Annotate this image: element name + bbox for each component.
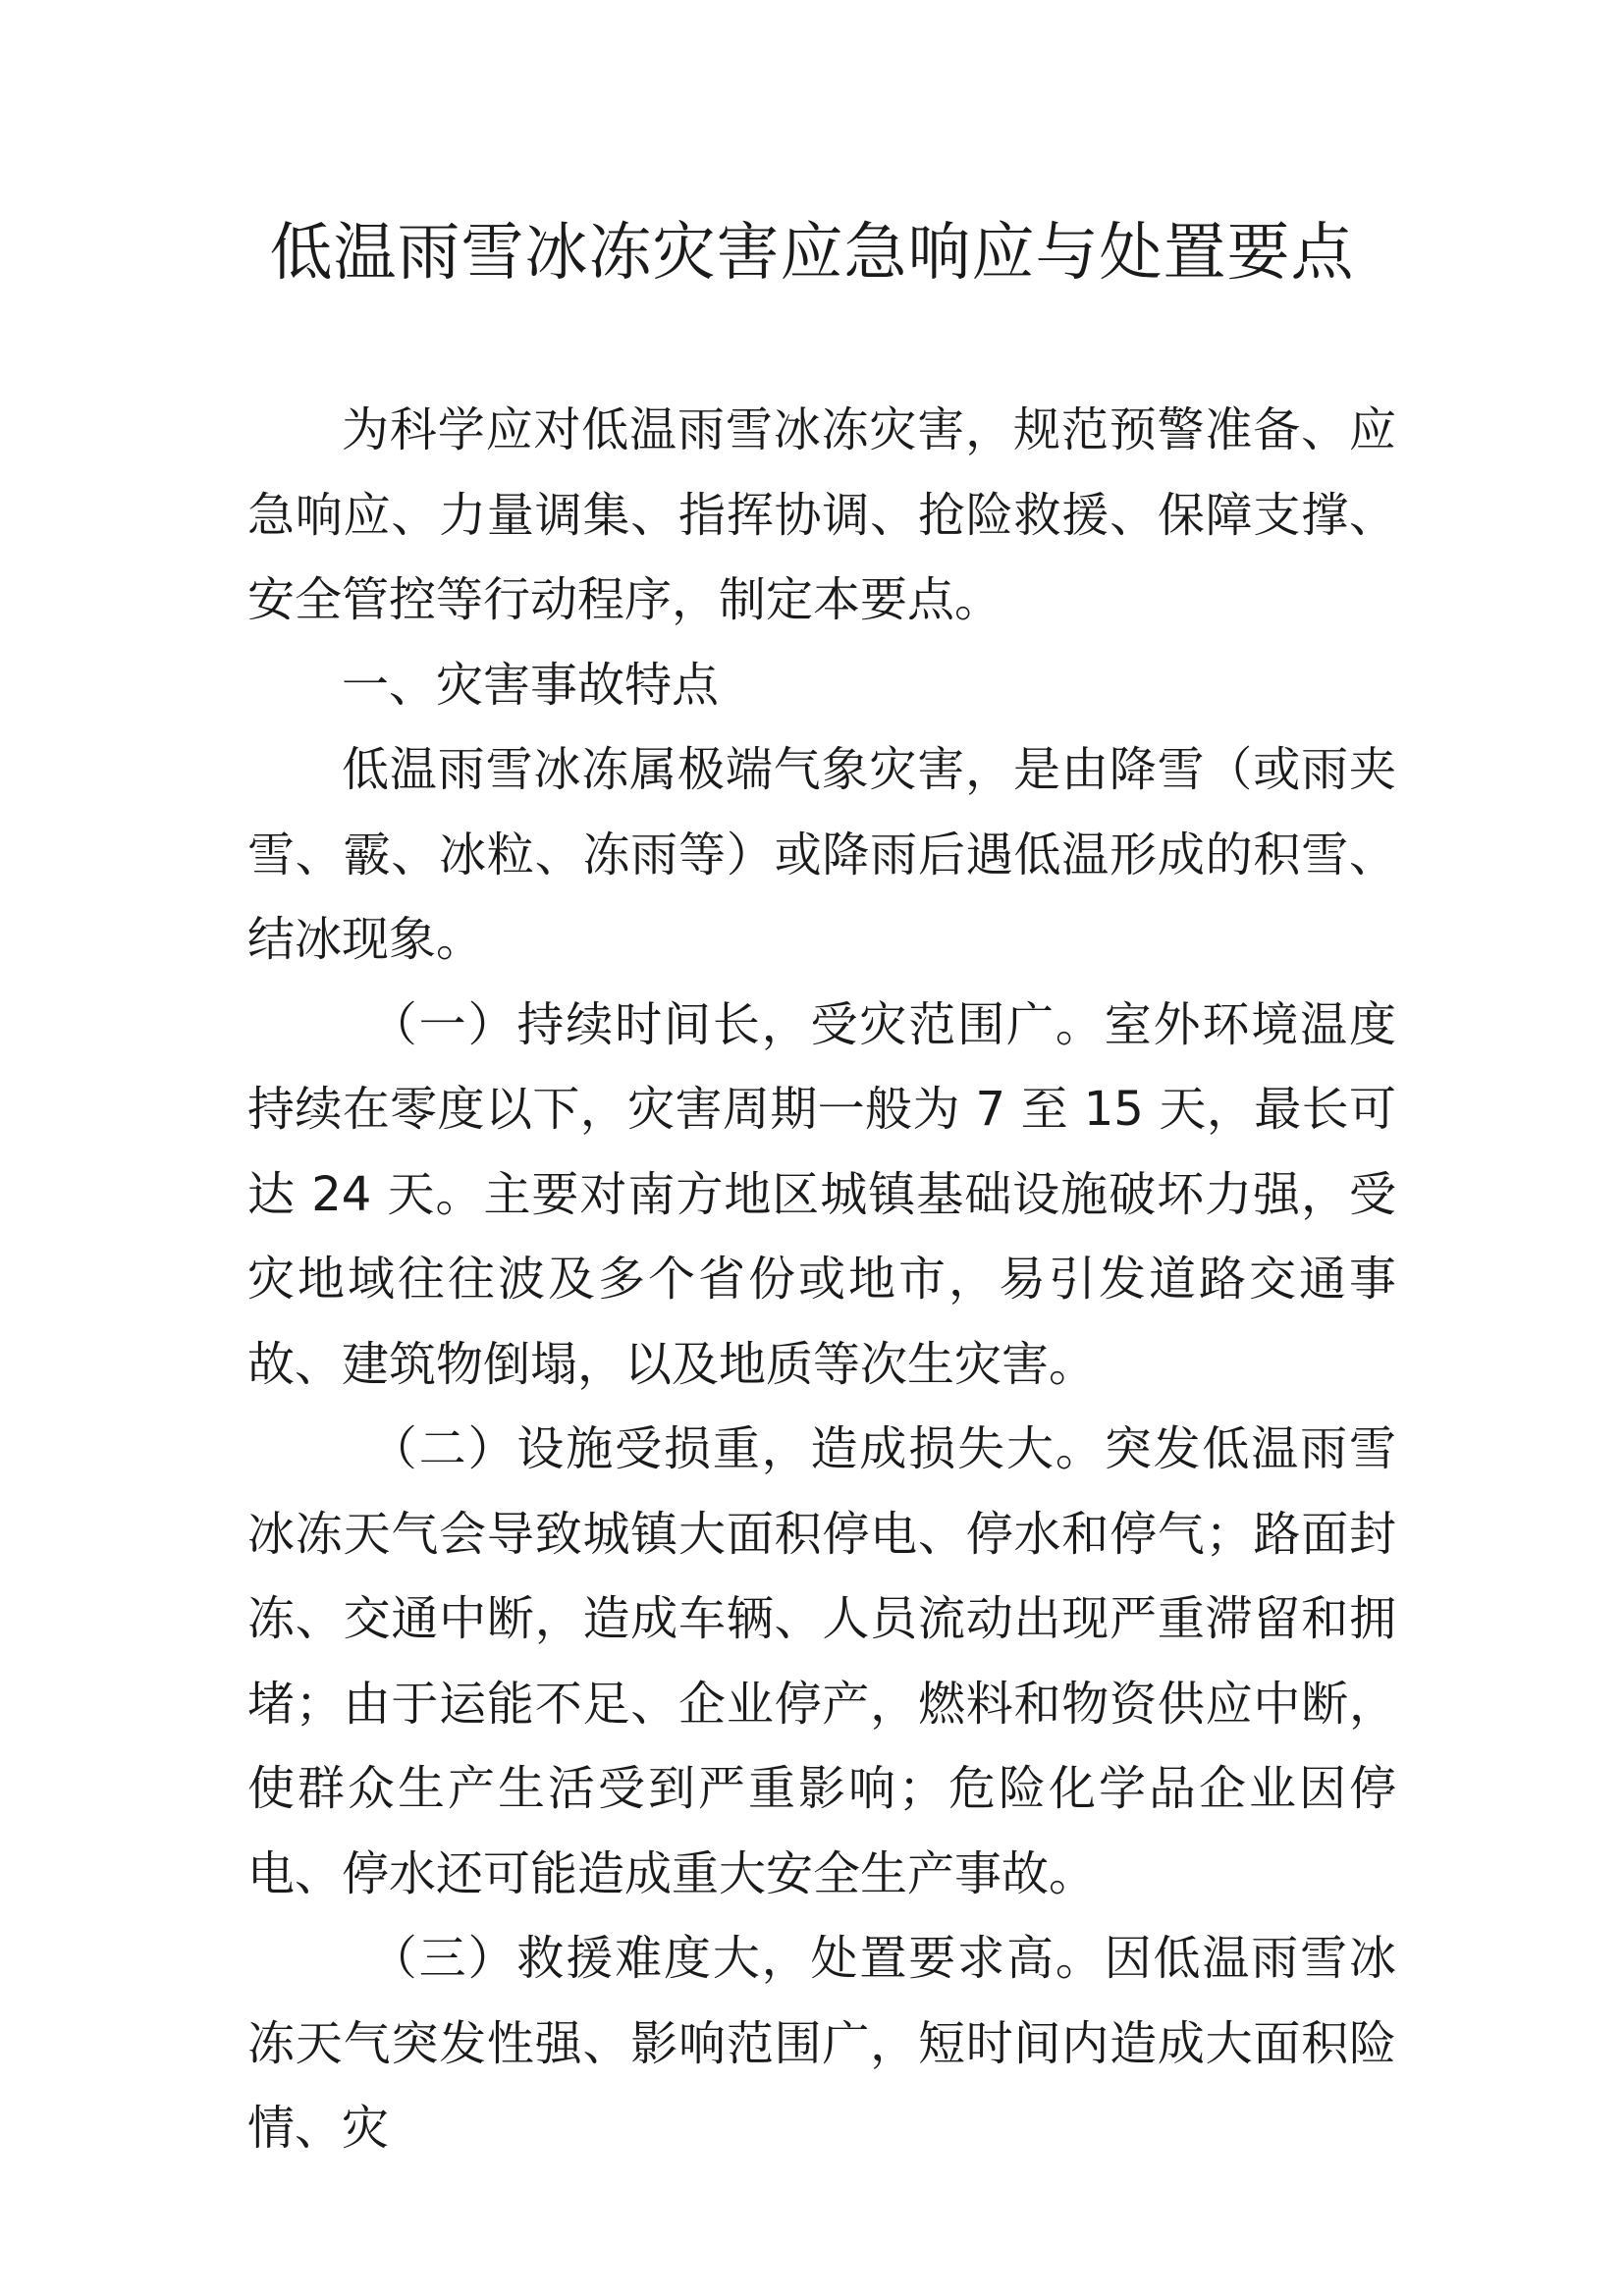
- list-item-paragraph: （二）设施受损重，造成损失大。突发低温雨雪冰冻天气会导致城镇大面积停电、停水和停气；路面封冻、交通中断，造成车辆、人员流动出现严重滞留和拥堵；由于运能不足、企业停产，燃料和物资供应中断，使群众生产生活受到严重影响；危险化学品企业因停电、停水还可能造成重大安全生产事故。: [247, 1421, 1396, 1901]
- document-title: 低温雨雪冰冻灾害应急响应与处置要点: [269, 217, 1355, 290]
- list-item-paragraph: （一）持续时间长，受灾范围广。室外环境温度持续在零度以下，灾害周期一般为 7 至 15 天，最长可达 24 天。主要对南方地区城镇基础设施破坏力强，受灾地域往往波及多个省份或地市，易引发道路交通事故、建筑物倒塌，以及地质等次生灾害。: [247, 996, 1396, 1392]
- list-item-paragraph: （三）救援难度大，处置要求高。因低温雨雪冰冻天气突发性强、影响范围广，短时间内造成大面积险情、灾: [247, 1931, 1396, 2156]
- section-lead-paragraph: 低温雨雪冰冻属极端气象灾害，是由降雪（或雨夹雪、霰、冰粒、冻雨等）或降雨后遇低温形成的积雪、结冰现象。: [247, 742, 1396, 967]
- section-heading: 一、灾害事故特点: [342, 657, 720, 713]
- document-body: [247, 388, 1396, 2171]
- intro-paragraph: 为科学应对低温雨雪冰冻灾害，规范预警准备、应急响应、力量调集、指挥协调、抢险救援、保障支撑、安全管控等行动程序，制定本要点。: [247, 402, 1396, 627]
